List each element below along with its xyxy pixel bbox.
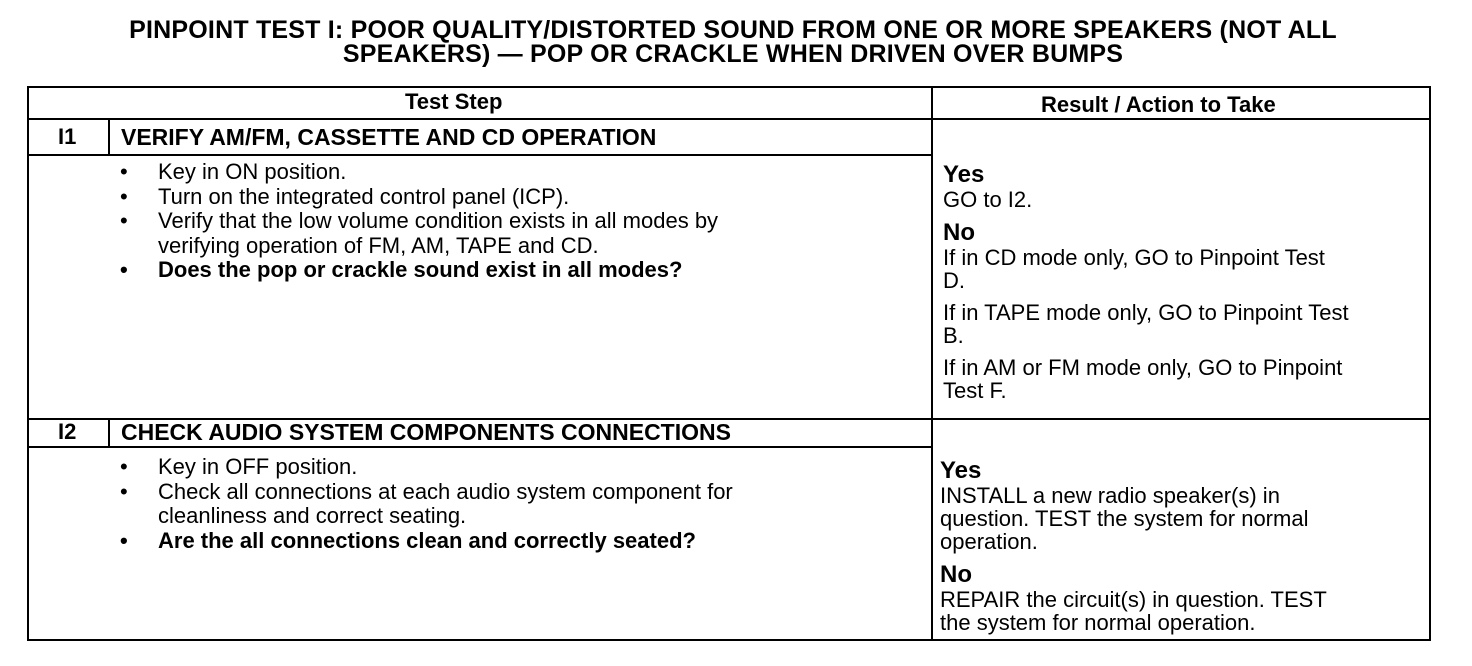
step-i1-title-divider [29, 154, 931, 156]
instruction-item: • Key in OFF position. [115, 455, 733, 480]
yes-label: Yes [940, 457, 982, 484]
header-result-action: Result / Action to Take [1041, 92, 1276, 117]
instruction-line: verifying operation of FM, AM, TAPE and CD. [158, 232, 599, 258]
instruction-line: Check all connections at each audio system component for [158, 478, 733, 504]
pinpoint-test-table [27, 86, 1431, 641]
step-id-i2: I2 [58, 419, 77, 444]
instruction-line: cleanliness and correct seating. [158, 503, 467, 528]
step-title-i2: CHECK AUDIO SYSTEM COMPONENTS CONNECTIONS [121, 419, 731, 445]
instruction-question: • Are the all connections clean and correctly seated? [115, 529, 733, 554]
step-i1-result [943, 162, 1349, 411]
no-action: REPAIR the circuit(s) in question. TEST the system for normal operation. [940, 587, 1327, 635]
header-test-step: Test Step [405, 89, 503, 114]
no-action-item: If in AM or FM mode only, GO to Pinpoint Test F. [943, 355, 1343, 403]
step-i2-instructions [115, 455, 733, 553]
step-i2-result [940, 458, 1327, 643]
instruction-question: • Does the pop or crackle sound exist in all modes? [115, 258, 718, 283]
instruction-line: Verify that the low volume condition exists in all modes by [158, 208, 719, 233]
step-i1-instructions [115, 160, 718, 283]
instruction-item: • Key in ON position. [115, 160, 718, 185]
yes-action: INSTALL a new radio speaker(s) in question. TEST the system for normal operation. [940, 483, 1309, 554]
title-line-1: PINPOINT TEST I: POOR QUALITY/DISTORTED SOUND FROM ONE OR MORE SPEAKERS (NOT ALL [129, 16, 1337, 44]
yes-action: GO to I2. [943, 187, 1033, 212]
instruction-item [115, 480, 733, 529]
instruction-item [115, 209, 718, 258]
title-line-2: SPEAKERS) — POP OR CRACKLE WHEN DRIVEN OVER BUMPS [342, 40, 1124, 68]
step-title-i1: VERIFY AM/FM, CASSETTE AND CD OPERATION [121, 124, 657, 150]
id-divider-i2 [108, 420, 110, 448]
header-divider [29, 118, 1429, 120]
step-id-i1: I1 [58, 124, 77, 149]
no-action-item: If in CD mode only, GO to Pinpoint Test D. [943, 245, 1325, 293]
page-title [28, 18, 1438, 66]
step-i2-title-divider [29, 446, 931, 448]
instruction-item: • Turn on the integrated control panel (ICP). [115, 185, 718, 210]
no-label: No [940, 561, 972, 588]
yes-label: Yes [943, 161, 985, 188]
id-divider-i1 [108, 120, 110, 156]
no-action-item: If in TAPE mode only, GO to Pinpoint Test B. [943, 300, 1349, 348]
no-label: No [943, 219, 975, 246]
column-divider [931, 88, 933, 639]
